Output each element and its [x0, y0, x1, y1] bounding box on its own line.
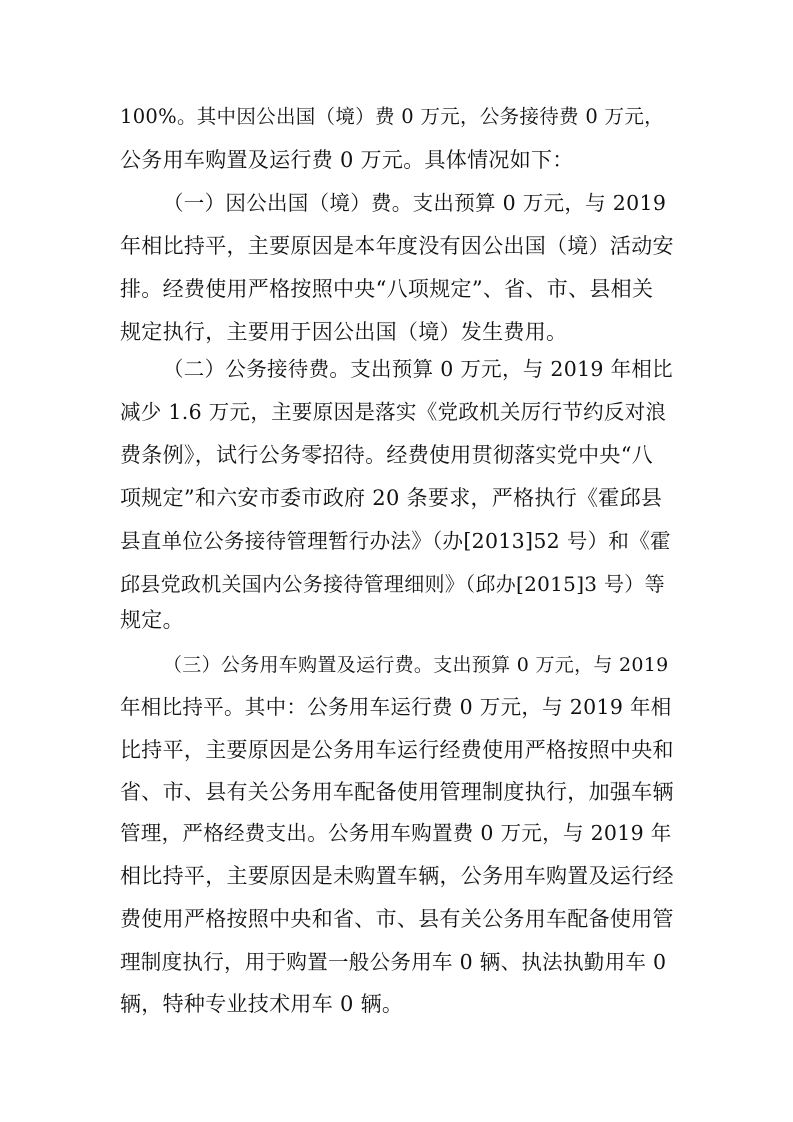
section-heading-1: （一）因公出国（境）费。支出预算 0 万元，与 2019	[163, 191, 667, 215]
text-line: 减少 1.6 万元，主要原因是落实《党政机关厉行节约反对浪	[120, 400, 667, 424]
text-line: 年相比持平，主要原因是本年度没有因公出国（境）活动安	[120, 234, 674, 258]
text-line: 理制度执行，用于购置一般公务用车 0 辆、执法执勤用车 0	[120, 950, 667, 974]
text-line: 比持平，主要原因是公务用车运行经费使用严格按照中央和	[120, 738, 674, 762]
text-line: 规定。	[120, 608, 184, 632]
text-line: 费使用严格按照中央和省、市、县有关公务用车配备使用管	[120, 907, 674, 931]
text-line: 排。经费使用严格按照中央“八项规定”、省、市、县相关	[120, 277, 654, 301]
text-line: 县直单位公务接待管理暂行办法》（办[2013]52 号）和《霍	[120, 529, 671, 553]
text-line: 省、市、县有关公务用车配备使用管理制度执行，加强车辆	[120, 780, 674, 804]
text-line: 邱县党政机关国内公务接待管理细则》（邱办[2015]3 号）等	[120, 572, 665, 596]
text-line: 费条例》，试行公务零招待。经费使用贯彻落实党中央“八	[120, 443, 654, 467]
text-line: 年相比持平。其中：公务用车运行费 0 万元，与 2019 年相	[120, 695, 672, 719]
text-line: 规定执行，主要用于因公出国（境）发生费用。	[120, 320, 568, 344]
text-line: 管理，严格经费支出。公务用车购置费 0 万元，与 2019 年	[120, 821, 672, 845]
text-line: 100%。其中因公出国（境）费 0 万元，公务接待费 0 万元，	[120, 105, 664, 128]
text-line: 项规定”和六安市委市政府 20 条要求，严格执行《霍邱县	[120, 486, 663, 510]
section-heading-2: （二）公务接待费。支出预算 0 万元，与 2019 年相比	[163, 357, 673, 381]
text-line: 相比持平，主要原因是未购置车辆，公务用车购置及运行经	[120, 864, 674, 888]
section-heading-3: （三）公务用车购置及运行费。支出预算 0 万元，与 2019	[163, 654, 669, 676]
text-line: 辆，特种专业技术用车 0 辆。	[120, 992, 404, 1016]
text-line: 公务用车购置及运行费 0 万元。具体情况如下：	[120, 148, 574, 172]
